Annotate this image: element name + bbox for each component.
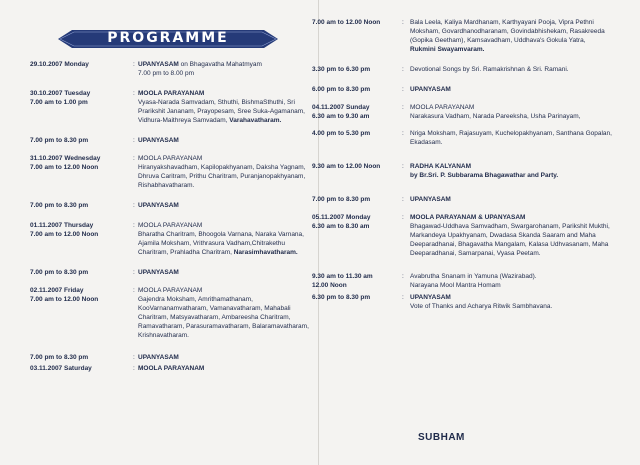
description-text: Devotional Songs by Sri. Ramakrishnan & Sri. Ramani.	[410, 66, 569, 73]
entry-time	[312, 85, 400, 94]
schedule-entry	[312, 293, 612, 311]
schedule-entry	[30, 364, 315, 373]
time-line: 6.30 pm to 8.30 pm	[312, 294, 371, 301]
time-line: 04.11.2007 Sunday	[312, 104, 370, 111]
programme-banner	[58, 26, 278, 52]
time-line: 02.11.2007 Friday	[30, 287, 84, 294]
entry-description	[410, 103, 612, 121]
entry-description	[138, 201, 315, 210]
colon-separator: :	[402, 294, 404, 301]
entry-time	[312, 129, 400, 138]
entry-description	[410, 272, 612, 290]
entry-time	[30, 353, 130, 362]
entry-time	[312, 195, 400, 204]
time-line: 7.00 am to 12.00 Noon	[312, 19, 381, 26]
time-line: 4.00 pm to 5.30 pm	[312, 130, 371, 137]
description-details: Hiranyakshavadham, Kapilopakhyanam, Daksha Yagnam, Dhruva Caritram, Prithu Charitram, Puranjanopakhyanam, Rishabhavatharam.	[138, 164, 306, 189]
entry-time	[30, 136, 130, 145]
schedule-entry	[30, 136, 315, 145]
time-line: 7.00 am to 12.00 Noon	[30, 164, 99, 171]
entry-description	[138, 136, 315, 145]
colon-separator: :	[133, 137, 135, 144]
entry-description	[138, 364, 315, 373]
time-line: 7.00 pm to 8.30 pm	[30, 137, 89, 144]
time-line: 6.00 pm to 8.30 pm	[312, 86, 371, 93]
right-schedule-column	[312, 18, 612, 311]
description-details: Gajendra Moksham, Amrithamathanam, KooVarnanamvatharam, Vamanavatharam, Mahabali Charitram, Matsyavatharam, Ambareesha Charitram, Ramavatharam, Parasuramavatharam, Balaramavatharam, Krishnavatharam.	[138, 296, 309, 339]
colon-separator: :	[402, 196, 404, 203]
time-line: 7.00 am to 12.00 Noon	[30, 296, 99, 303]
schedule-entry	[312, 65, 612, 74]
entry-time	[312, 213, 400, 231]
time-line: 9.30 am to 11.30 am	[312, 273, 373, 280]
time-line: 7.00 pm to 8.30 pm	[30, 269, 89, 276]
description-text: UPANYASAM	[410, 294, 451, 301]
description-text: UPANYASAM	[410, 86, 451, 93]
entry-time	[312, 162, 400, 171]
entry-description	[138, 286, 315, 340]
colon-separator: :	[133, 354, 135, 361]
schedule-entry	[312, 162, 612, 180]
entry-description	[410, 18, 612, 54]
time-line: 7.00 am to 12.00 Noon	[30, 231, 99, 238]
time-line: 6.30 am to 8.30 am	[312, 223, 370, 230]
left-schedule-column	[30, 60, 315, 373]
entry-description	[410, 65, 612, 74]
description-details: 7.00 pm to 8.00 pm	[138, 70, 195, 77]
schedule-entry	[312, 213, 612, 258]
time-line: 7.00 pm to 8.30 pm	[312, 196, 371, 203]
description-text: MOOLA PARAYANAM	[138, 222, 203, 229]
schedule-entry	[30, 60, 315, 78]
entry-description	[410, 195, 612, 204]
colon-separator: :	[133, 202, 135, 209]
description-text: Bala Leela, Kaliya Mardhanam, Karthyayani Pooja, Vipra Pethni Moksham, Govardhanodharanam, Govindabhishekam, Rasakreeda (Gopika Geetham), Kamsavadham, Uddhava's Gokula Yatra,	[410, 19, 605, 44]
schedule-entry	[312, 129, 612, 147]
subham-closing: SUBHAM	[418, 432, 465, 443]
description-highlight: Narasimhavatharam.	[233, 249, 298, 256]
description-text: UPANYASAM	[138, 269, 179, 276]
entry-time	[30, 154, 130, 172]
entry-description	[410, 162, 612, 180]
entry-time	[312, 65, 400, 74]
description-text: MOOLA PARAYANAM	[138, 155, 203, 162]
entry-description	[138, 268, 315, 277]
entry-description	[138, 89, 315, 125]
banner-title: PROGRAMME	[107, 30, 229, 46]
time-line: 7.00 am to 1.00 pm	[30, 99, 88, 106]
schedule-entry	[312, 195, 612, 204]
description-highlight: Varahavatharam.	[229, 117, 282, 124]
entry-time	[312, 293, 400, 302]
colon-separator: :	[133, 269, 135, 276]
description-text: MOOLA PARAYANAM	[410, 104, 475, 111]
entry-time	[312, 103, 400, 121]
entry-time	[30, 268, 130, 277]
description-details: Narayana Mool Mantra Homam	[410, 282, 501, 289]
time-line: 31.10.2007 Wednesday	[30, 155, 101, 162]
schedule-entry	[312, 103, 612, 121]
description-text: MOOLA PARAYANAM	[138, 287, 203, 294]
colon-separator: :	[402, 130, 404, 137]
schedule-entry	[30, 221, 315, 257]
colon-separator: :	[133, 222, 135, 229]
description-details: Narakasura Vadham, Narada Pareeksha, Usha Parinayam,	[410, 113, 581, 120]
entry-time	[30, 60, 130, 69]
entry-time	[30, 221, 130, 239]
entry-description	[138, 221, 315, 257]
colon-separator: :	[402, 66, 404, 73]
colon-separator: :	[133, 90, 135, 97]
entry-time	[30, 286, 130, 304]
description-text: on Bhagavatha Mahatmyam	[178, 61, 262, 68]
description-text: Nriga Moksham, Rajasuyam, Kuchelopakhyanam, Santhana Gopalan, Ekadasam.	[410, 130, 612, 146]
time-line: 05.11.2007 Monday	[312, 214, 371, 221]
description-text: UPANYASAM	[138, 137, 179, 144]
description-details: Bhagawad-Uddhava Samvadham, Swargarohanam, Parikshit Mukthi, Markandeya Upakhyanam, Dwadasa Skanda Saaram and Maha Deeparadhanai, Bhagavatha Mangalam, Kalasa Udhvasanam, Maha Deeparadhanai, Samarpanai, Vyasa Peetam.	[410, 223, 610, 257]
schedule-entry	[30, 201, 315, 210]
description-text: UPANYASAM	[138, 61, 179, 68]
colon-separator: :	[133, 155, 135, 162]
colon-separator: :	[402, 214, 404, 221]
colon-separator: :	[133, 365, 135, 372]
time-line: 7.00 pm to 8.30 pm	[30, 354, 89, 361]
colon-separator: :	[402, 104, 404, 111]
schedule-entry	[30, 89, 315, 125]
schedule-entry	[30, 353, 315, 362]
colon-separator: :	[402, 273, 404, 280]
description-text: RADHA KALYANAM	[410, 163, 472, 170]
entry-time	[312, 272, 400, 290]
colon-separator: :	[133, 61, 135, 68]
time-line: 7.00 pm to 8.30 pm	[30, 202, 89, 209]
colon-separator: :	[402, 163, 404, 170]
description-details: Bharatha Charitram, Bhoogola Varnana, Naraka Varnana, Ajamila Moksham, Vrithrasura Vadham,Chitrakethu Charitram, Prahladha Charitram,	[138, 231, 304, 256]
description-text: UPANYASAM	[138, 202, 179, 209]
colon-separator: :	[402, 19, 404, 26]
description-details: Vote of Thanks and Acharya Ritwik Sambhavana.	[410, 303, 553, 310]
schedule-entry	[30, 286, 315, 340]
time-line: 30.10.2007 Tuesday	[30, 90, 91, 97]
description-details: Vyasa-Narada Samvadam, Sthuthi, BishmaSthuthi, Sri Prarikshit Jananam, Prayopesam, Sree Suka-Agamanam, Vidhura-Maithreya Samvadam,	[138, 99, 305, 124]
time-line: 6.30 am to 9.30 am	[312, 113, 370, 120]
schedule-entry	[312, 18, 612, 54]
description-text: MOOLA PARAYANAM	[138, 365, 205, 372]
time-line: 01.11.2007 Thursday	[30, 222, 94, 229]
time-line: 3.30 pm to 6.30 pm	[312, 66, 371, 73]
entry-time	[30, 364, 130, 373]
entry-description	[138, 353, 315, 362]
entry-description	[410, 213, 612, 258]
description-text: Avabrutha Snanam in Yamuna (Wazirabad).	[410, 273, 537, 280]
time-line: 12.00 Noon	[312, 282, 347, 289]
description-highlight: Rukmini Swayamvaram.	[410, 46, 485, 53]
colon-separator: :	[133, 287, 135, 294]
description-text: UPANYASAM	[138, 354, 179, 361]
time-line: 9.30 am to 12.00 Noon	[312, 163, 381, 170]
entry-description	[138, 154, 315, 190]
entry-time	[312, 18, 400, 27]
description-text: MOOLA PARAYANAM	[138, 90, 205, 97]
schedule-entry	[30, 154, 315, 190]
description-text: UPANYASAM	[410, 196, 451, 203]
entry-description	[410, 129, 612, 147]
entry-description	[410, 85, 612, 94]
entry-time	[30, 201, 130, 210]
entry-description	[138, 60, 315, 78]
schedule-entry	[312, 272, 612, 290]
description-text: MOOLA PARAYANAM & UPANYASAM	[410, 214, 526, 221]
entry-description	[410, 293, 612, 311]
schedule-entry	[312, 85, 612, 94]
schedule-entry	[30, 268, 315, 277]
colon-separator: :	[402, 86, 404, 93]
description-performer: by Br.Sri. P. Subbarama Bhagawathar and Party.	[410, 172, 559, 179]
time-line: 29.10.2007 Monday	[30, 61, 89, 68]
entry-time	[30, 89, 130, 107]
time-line: 03.11.2007 Saturday	[30, 365, 92, 372]
